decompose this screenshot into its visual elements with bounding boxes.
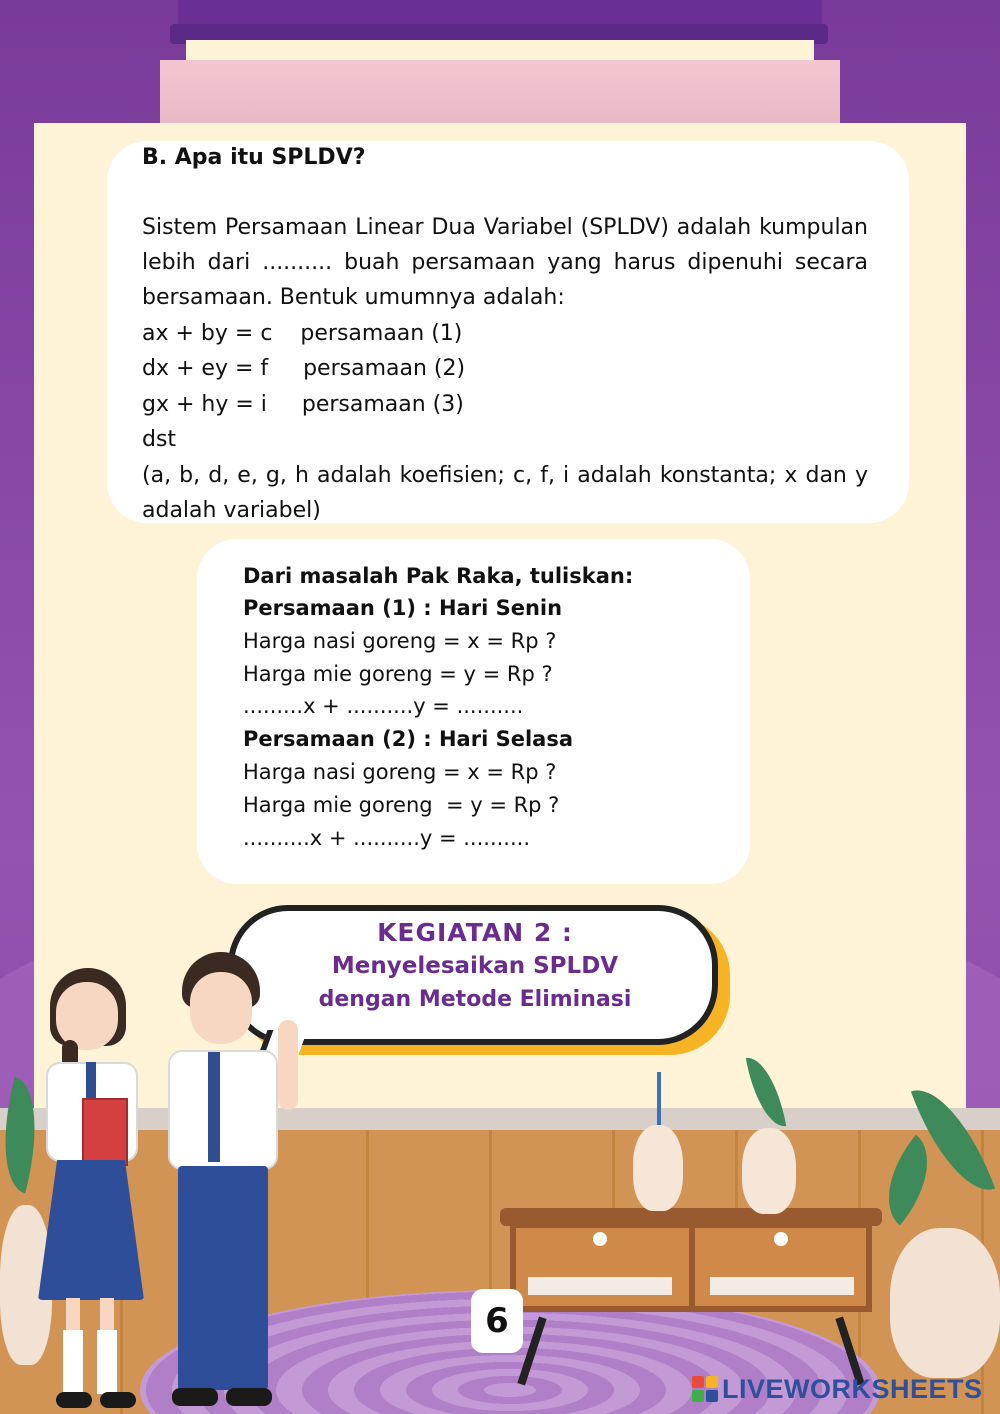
- flower-stem: [657, 1072, 661, 1130]
- eq2-line-x: Harga nasi goreng = x = Rp ?: [243, 760, 557, 784]
- equation-1: ax + by = c persamaan (1): [142, 321, 463, 346]
- page-number: 6: [471, 1289, 523, 1353]
- activity-number: KEGIATAN 2 :: [377, 918, 573, 947]
- eq2-title: Persamaan (2) : Hari Selasa: [243, 727, 573, 751]
- planter-right: [890, 1228, 1000, 1378]
- vase-left: [633, 1125, 683, 1211]
- vase-right: [742, 1128, 796, 1214]
- liveworksheets-watermark[interactable]: [692, 1372, 983, 1406]
- cabinet-divider: [689, 1222, 695, 1312]
- activity-title: Menyelesaikan SPLDV: [331, 953, 619, 979]
- eq1-line-x: Harga nasi goreng = x = Rp ?: [243, 629, 557, 653]
- activity-subtitle: dengan Metode Eliminasi: [318, 987, 632, 1012]
- baseboard: [0, 1108, 1000, 1130]
- section-title: B. Apa itu SPLDV?: [142, 145, 366, 170]
- task-heading: Dari masalah Pak Raka, tuliskan:: [243, 564, 634, 588]
- equation-etc: dst: [142, 427, 177, 452]
- cabinet-drawer-left: [528, 1277, 672, 1295]
- ceiling-lamp: [178, 0, 822, 26]
- eq1-line-y: Harga mie goreng = y = Rp ?: [243, 662, 553, 686]
- cabinet-handle-right: [774, 1232, 788, 1246]
- equation-3: gx + hy = i persamaan (3): [142, 392, 464, 417]
- eq1-title: Persamaan (1) : Hari Senin: [243, 596, 563, 620]
- cabinet-drawer-right: [710, 1277, 854, 1295]
- eq2-blank[interactable]: ..........x + ..........y = ..........: [243, 826, 531, 850]
- definition-note: (a, b, d, e, g, h adalah koefisien; c, f, i adalah konstanta; x dan y adalah variabel): [142, 463, 868, 523]
- equation-2: dx + ey = f persamaan (2): [142, 356, 466, 381]
- cabinet-handle-left: [593, 1232, 607, 1246]
- definition-text: Sistem Persamaan Linear Dua Variabel (SPLDV) adalah kumpulan lebih dari .......... buah persamaan yang harus dipenuhi secara bersamaan. Bentuk umumnya adalah:: [142, 215, 868, 310]
- watermark-text: LIVEWORKSHEETS: [722, 1373, 983, 1404]
- lamp-light: [186, 40, 814, 62]
- liveworksheets-logo-icon: [692, 1376, 718, 1402]
- eq2-line-y: Harga mie goreng = y = Rp ?: [243, 793, 560, 817]
- eq1-blank[interactable]: .........x + ..........y = ..........: [243, 694, 524, 718]
